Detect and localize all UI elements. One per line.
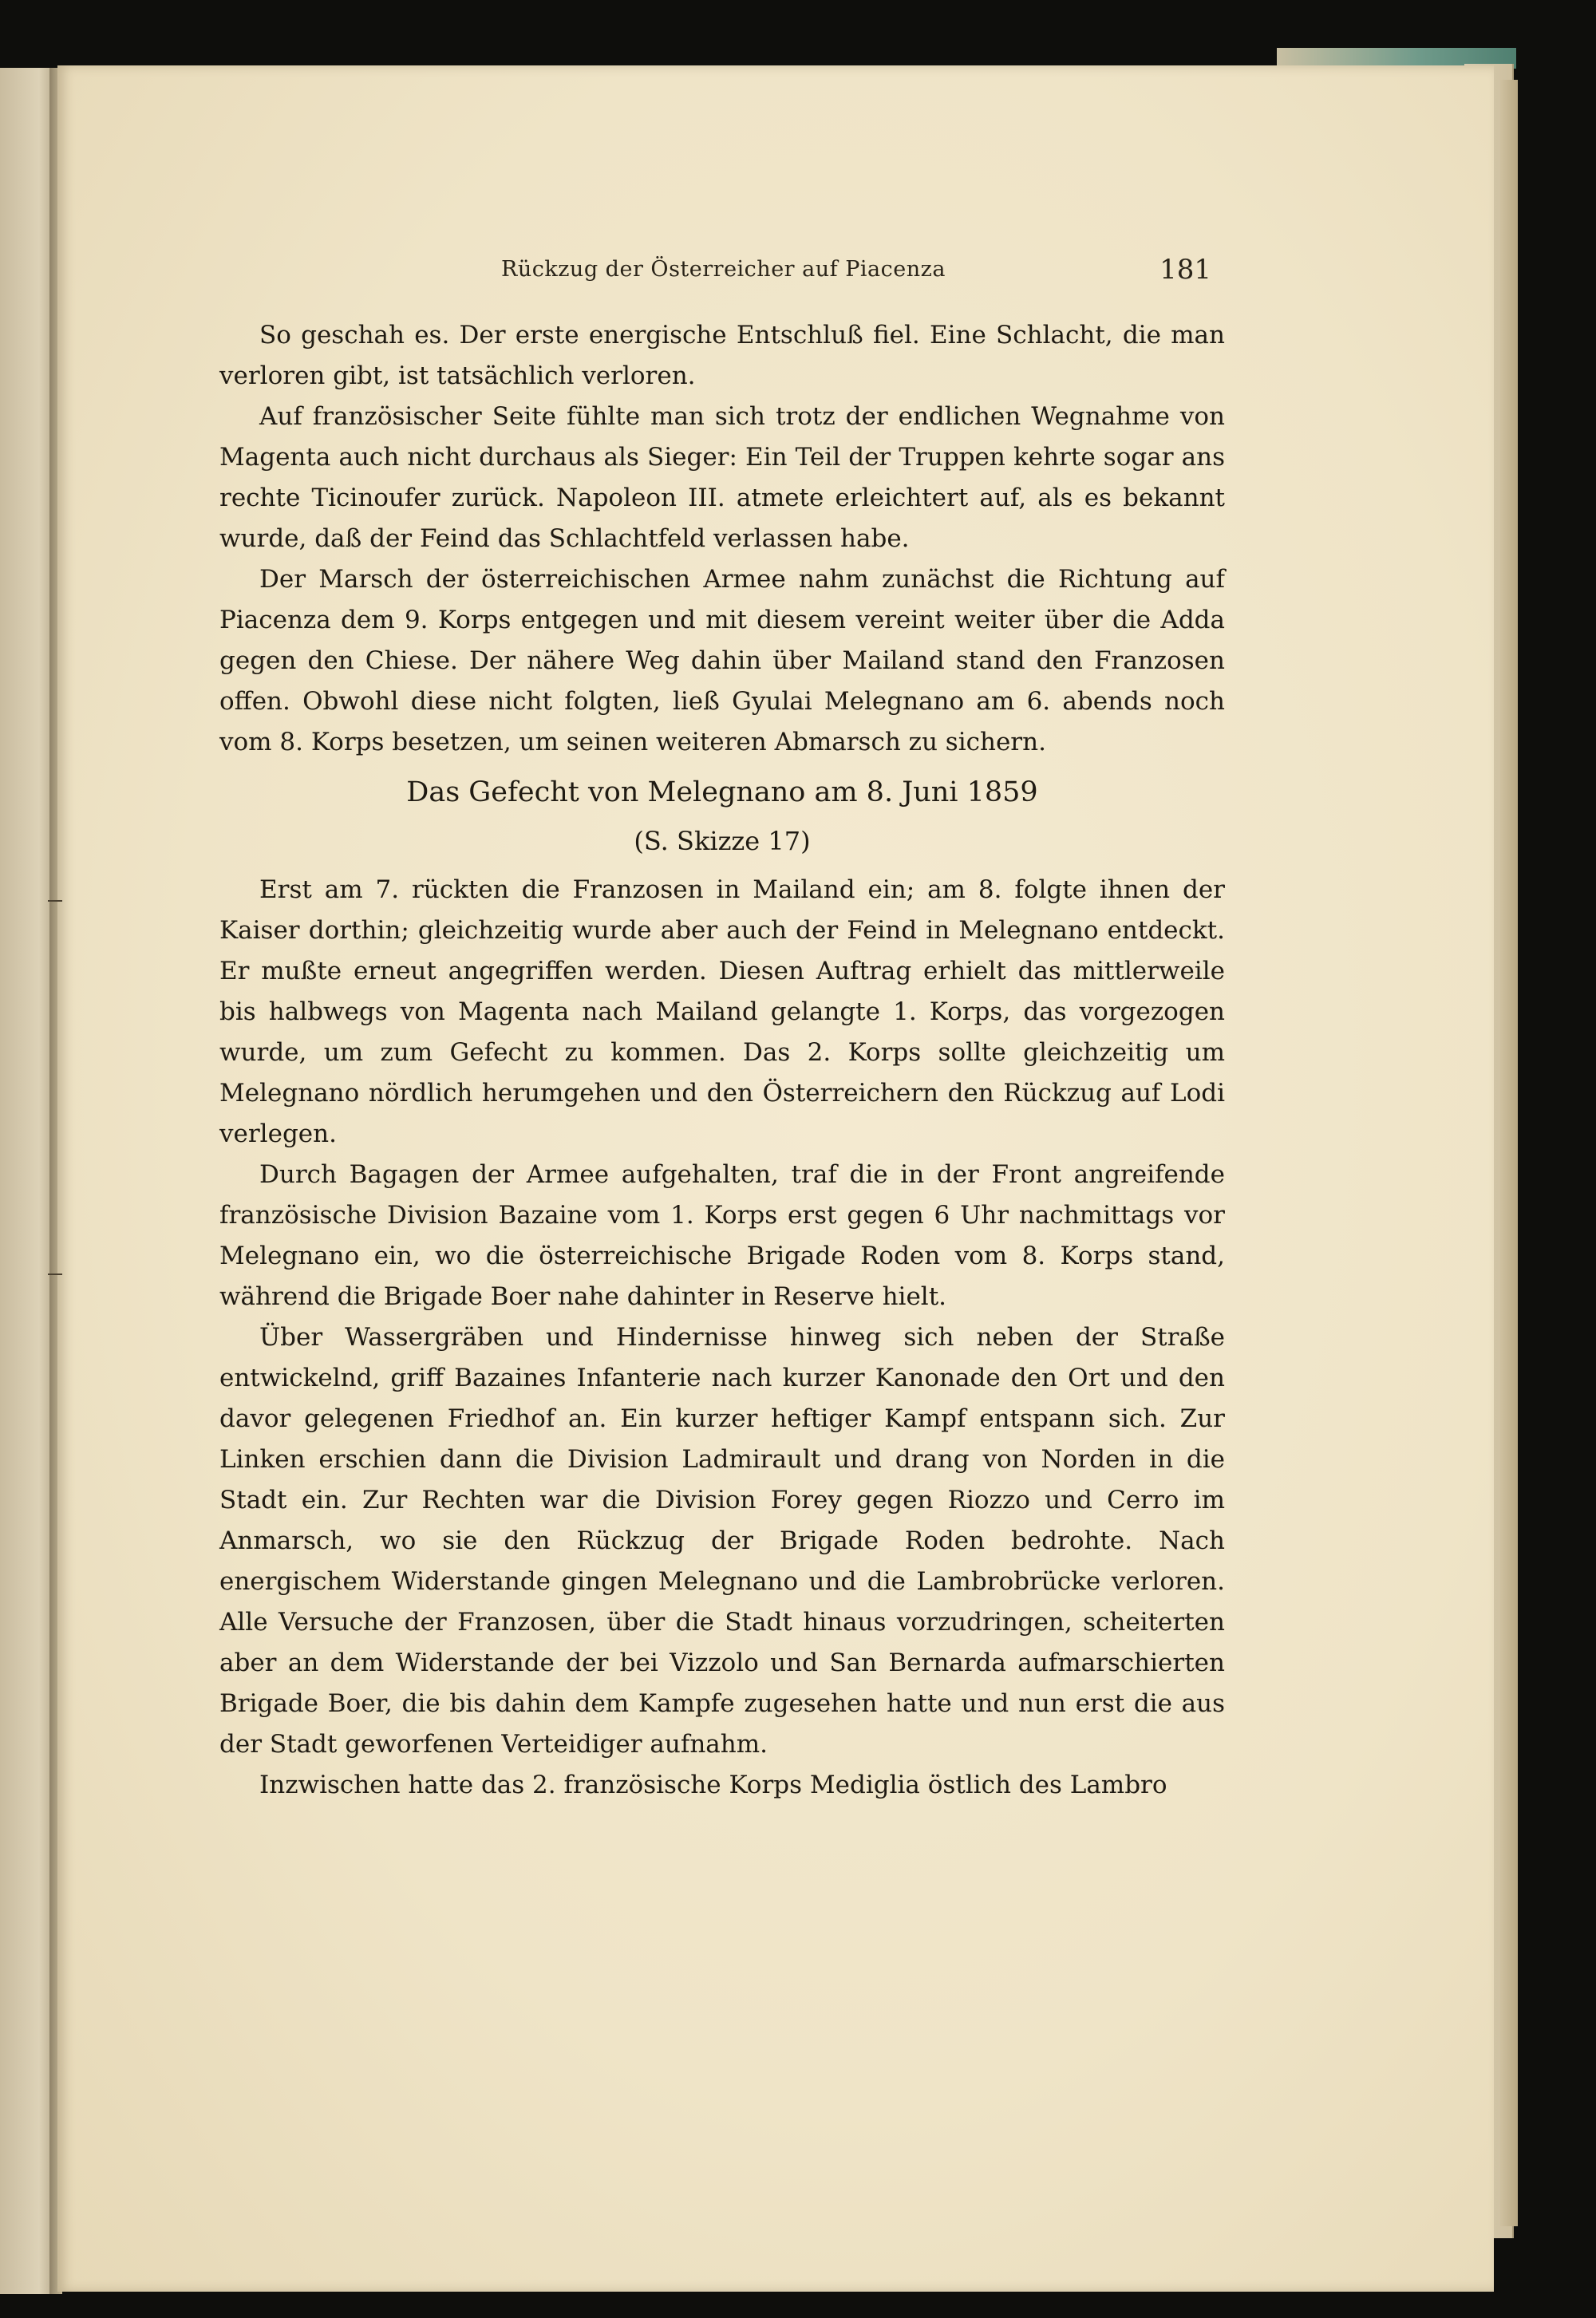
paragraph: Inzwischen hatte das 2. französische Korps Mediglia östlich des Lambro: [259, 1771, 1167, 1799]
paragraph: Erst am 7. rückten die Franzosen in Mailand ein; am 8. folgte ihnen der Kaiser dorthin; gleichzeitig wurde aber auch der Feind in Melegnano entdeckt. Er mußte erneut angegriffen werden. Diesen Auftrag erhielt das mittlerweile bis halbwegs von Magenta nach Mailand gelangte 1. Korps, das vorgezogen wurde, um zum Gefecht zu kommen. Das 2. Korps sollte gleichzeitig um Melegnano nördlich herumgehen und den Österreichern den Rückzug auf Lodi verlegen.: [219, 875, 1225, 1148]
page-stack-edge-outer: [1500, 80, 1518, 2226]
margin-mark: [48, 900, 62, 902]
margin-mark: [48, 1274, 62, 1275]
running-title: Rückzug der Österreicher auf Piacenza: [501, 257, 946, 282]
paragraph: So geschah es. Der erste energische Entschluß fiel. Eine Schlacht, die man verloren gibt, ist tatsächlich verloren.: [219, 321, 1225, 390]
paragraph: Der Marsch der österreichischen Armee nahm zunächst die Richtung auf Piacenza dem 9. Korps entgegen und mit diesem vereint weiter über die Adda gegen den Chiese. Der nähere Weg dahin über Mailand stand den Franzosen offen. Obwohl diese nicht folgten, ließ Gyulai Melegnano am 6. abends noch vom 8. Korps besetzen, um seinen weiteren Abmarsch zu sichern.: [219, 565, 1225, 756]
page-number: 181: [1159, 254, 1211, 286]
body-text: [219, 315, 1225, 1806]
section-subheading: (S. Skizze 17): [634, 826, 811, 856]
left-page-edge: [0, 68, 56, 2294]
paragraph: Auf französischer Seite fühlte man sich trotz der endlichen Wegnahme von Magenta auch nicht durchaus als Sieger: Ein Teil der Truppen kehrte sogar ans rechte Ticinoufer zurück. Napoleon III. atmete erleichtert auf, als es bekannt wurde, daß der Feind das Schlachtfeld verlassen habe.: [219, 402, 1225, 553]
paragraph: Über Wassergräben und Hindernisse hinweg sich neben der Straße entwickelnd, griff Bazaines Infanterie nach kurzer Kanonade den Ort und den davor gelegenen Friedhof an. Ein kurzer heftiger Kampf entspann sich. Zur Linken erschien dann die Division Ladmirault und drang von Norden in die Stadt ein. Zur Rechten war die Division Forey gegen Riozzo und Cerro im Anmarsch, wo sie den Rückzug der Brigade Roden bedrohte. Nach energischem Widerstande gingen Melegnano und die Lambrobrücke verloren. Alle Versuche der Franzosen, über die Stadt hinaus vorzudringen, scheiterten aber an dem Widerstande der bei Vizzolo und San Bernarda aufmarschierten Brigade Boer, die bis dahin dem Kampfe zugesehen hatte und nun erst die aus der Stadt geworfenen Verteidiger aufnahm.: [219, 1323, 1225, 1759]
paragraph: Durch Bagagen der Armee aufgehalten, traf die in der Front angreifende französische Division Bazaine vom 1. Korps erst gegen 6 Uhr nachmittags vor Melegnano ein, wo die österreichische Brigade Roden vom 8. Korps stand, während die Brigade Boer nahe dahinter in Reserve hielt.: [219, 1160, 1225, 1311]
section-heading: Das Gefecht von Melegnano am 8. Juni 1859: [406, 776, 1038, 808]
page-header: [445, 254, 1211, 292]
